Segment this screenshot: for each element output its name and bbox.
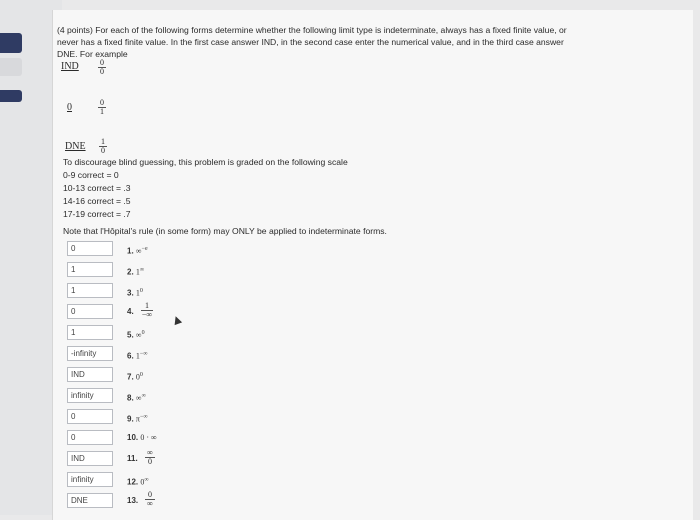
problem-13: 13. [127,496,139,505]
lhopital-note: Note that l'Hôpital's rule (in some form) may ONLY be applied to indeterminate forms. [63,226,387,236]
problem-12: 12. 0∞ [127,477,149,487]
answer-input-13[interactable]: DNE [67,493,113,508]
answer-input-4[interactable]: 0 [67,304,113,319]
example-fraction-1: $\frac{0}{0}$ [100,58,104,76]
problem-panel [52,10,693,520]
example-fraction-3: $\frac{1}{0}$ [101,137,105,155]
sidebar-tab-2[interactable] [0,58,22,76]
intro-line-3: DNE. For example [57,49,128,59]
problem-10: 10. 0 · ∞ [127,433,157,442]
sidebar-tab-1[interactable] [0,33,22,53]
intro-line-1: (4 points) For each of the following forms determine whether the following limit type is indeterminate, always has a fixed finite value, or [57,25,567,35]
problem-8: 8. ∞∞ [127,393,146,403]
problem-11-fraction: ∞ 0 [145,449,155,466]
problem-4-fraction: 1 −∞ [141,301,153,319]
scale-row: 14-16 correct = .5 [63,196,131,206]
example-answer-zero: 0 [67,102,72,113]
example-answer-ind: IND [61,61,79,72]
problem-13-fraction: 0 ∞ [145,491,155,508]
scale-row: 17-19 correct = .7 [63,209,131,219]
answer-input-2[interactable]: 1 [67,262,113,277]
mouse-cursor-icon [172,315,182,325]
answer-input-1[interactable]: 0 [67,241,113,256]
problem-11: 11. [127,454,138,463]
answer-input-11[interactable]: IND [67,451,113,466]
sidebar-tab-3[interactable] [0,90,22,102]
answer-input-12[interactable]: infinity [67,472,113,487]
intro-line-2: never has a fixed finite value. In the first case answer IND, in the second case enter the numerical value, and in the third case answer [57,37,564,47]
problem-5: 5. ∞$^0$ [127,330,145,340]
problem-6: 6. 1−∞ [127,351,148,361]
answer-input-9[interactable]: 0 [67,409,113,424]
scale-row: 10-13 correct = .3 [63,183,131,193]
scale-row: 0-9 correct = 0 [63,170,119,180]
problem-2: 2. 1∞ [127,267,145,277]
problem-4: 4. [127,307,134,316]
answer-input-6[interactable]: -infinity [67,346,113,361]
answer-input-10[interactable]: 0 [67,430,113,445]
problem-3: 3. $1^0$ [127,288,143,298]
problem-7: 7. $0^0$ [127,372,143,382]
example-fraction-2: $\frac{0}{1}$ [100,98,104,116]
answer-input-3[interactable]: 1 [67,283,113,298]
answer-input-8[interactable]: infinity [67,388,113,403]
answer-input-7[interactable]: IND [67,367,113,382]
example-answer-dne: DNE [65,141,86,152]
problem-1: 1. ∞$^{-e}$ [127,246,148,256]
scale-title: To discourage blind guessing, this problem is graded on the following scale [63,157,348,167]
problem-9: 9. π−∞ [127,414,148,424]
answer-input-5[interactable]: 1 [67,325,113,340]
